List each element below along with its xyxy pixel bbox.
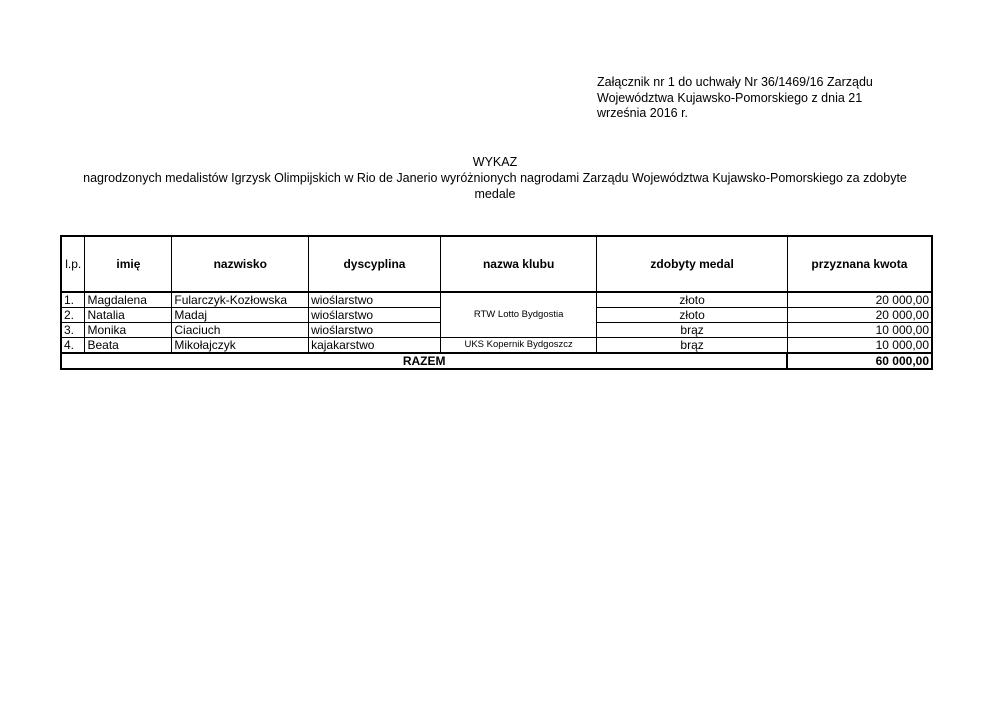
- document-heading: [40, 154, 950, 202]
- cell-medal: brąz: [597, 338, 787, 354]
- attachment-note: [597, 75, 897, 122]
- cell-lp: 1.: [61, 292, 85, 308]
- cell-discipline: wioślarstwo: [309, 323, 441, 338]
- cell-club-rowing: RTW Lotto Bydgostia: [440, 292, 597, 338]
- cell-amount: 20 000,00: [787, 292, 932, 308]
- cell-discipline: kajakarstwo: [309, 338, 441, 354]
- attachment-line-1: Załącznik nr 1 do uchwały Nr 36/1469/16 Zarządu: [597, 75, 873, 89]
- cell-first-name: Natalia: [85, 308, 172, 323]
- header-amount: przyznana kwota: [787, 236, 932, 292]
- cell-last-name: Madaj: [172, 308, 309, 323]
- cell-first-name: Magdalena: [85, 292, 172, 308]
- total-row: [61, 353, 932, 369]
- attachment-line-3: września 2016 r.: [597, 106, 689, 120]
- cell-first-name: Monika: [85, 323, 172, 338]
- header-medal: zdobyty medal: [597, 236, 787, 292]
- table-row: [61, 292, 932, 308]
- total-label: RAZEM: [61, 353, 787, 369]
- header-last-name: nazwisko: [172, 236, 309, 292]
- document-subtitle-line-2: medale: [474, 187, 516, 201]
- cell-last-name: Mikołajczyk: [172, 338, 309, 354]
- header-first-name: imię: [85, 236, 172, 292]
- cell-lp: 4.: [61, 338, 85, 354]
- cell-club-kayak: UKS Kopernik Bydgoszcz: [440, 338, 597, 354]
- table-row: [61, 338, 932, 354]
- table-header-row: [61, 236, 932, 292]
- header-discipline: dyscyplina: [309, 236, 441, 292]
- header-lp: l.p.: [61, 236, 85, 292]
- cell-lp: 3.: [61, 323, 85, 338]
- cell-discipline: wioślarstwo: [309, 292, 441, 308]
- total-amount: 60 000,00: [787, 353, 932, 369]
- cell-first-name: Beata: [85, 338, 172, 354]
- cell-amount: 10 000,00: [787, 323, 932, 338]
- cell-amount: 20 000,00: [787, 308, 932, 323]
- cell-discipline: wioślarstwo: [309, 308, 441, 323]
- medalists-table: [60, 235, 933, 370]
- cell-medal: brąz: [597, 323, 787, 338]
- cell-last-name: Fularczyk-Kozłowska: [172, 292, 309, 308]
- attachment-line-2: Województwa Kujawsko-Pomorskiego z dnia 21: [597, 90, 863, 105]
- header-club: nazwa klubu: [440, 236, 597, 292]
- document-subtitle-line-1: nagrodzonych medalistów Igrzysk Olimpijskich w Rio de Janerio wyróżnionych nagrodami Zarządu Województwa Kujawsko-Pomorskiego za zdobyte: [83, 171, 907, 185]
- cell-medal: złoto: [597, 292, 787, 308]
- cell-medal: złoto: [597, 308, 787, 323]
- cell-lp: 2.: [61, 308, 85, 323]
- document-title: WYKAZ: [472, 155, 518, 169]
- cell-amount: 10 000,00: [787, 338, 932, 354]
- cell-last-name: Ciaciuch: [172, 323, 309, 338]
